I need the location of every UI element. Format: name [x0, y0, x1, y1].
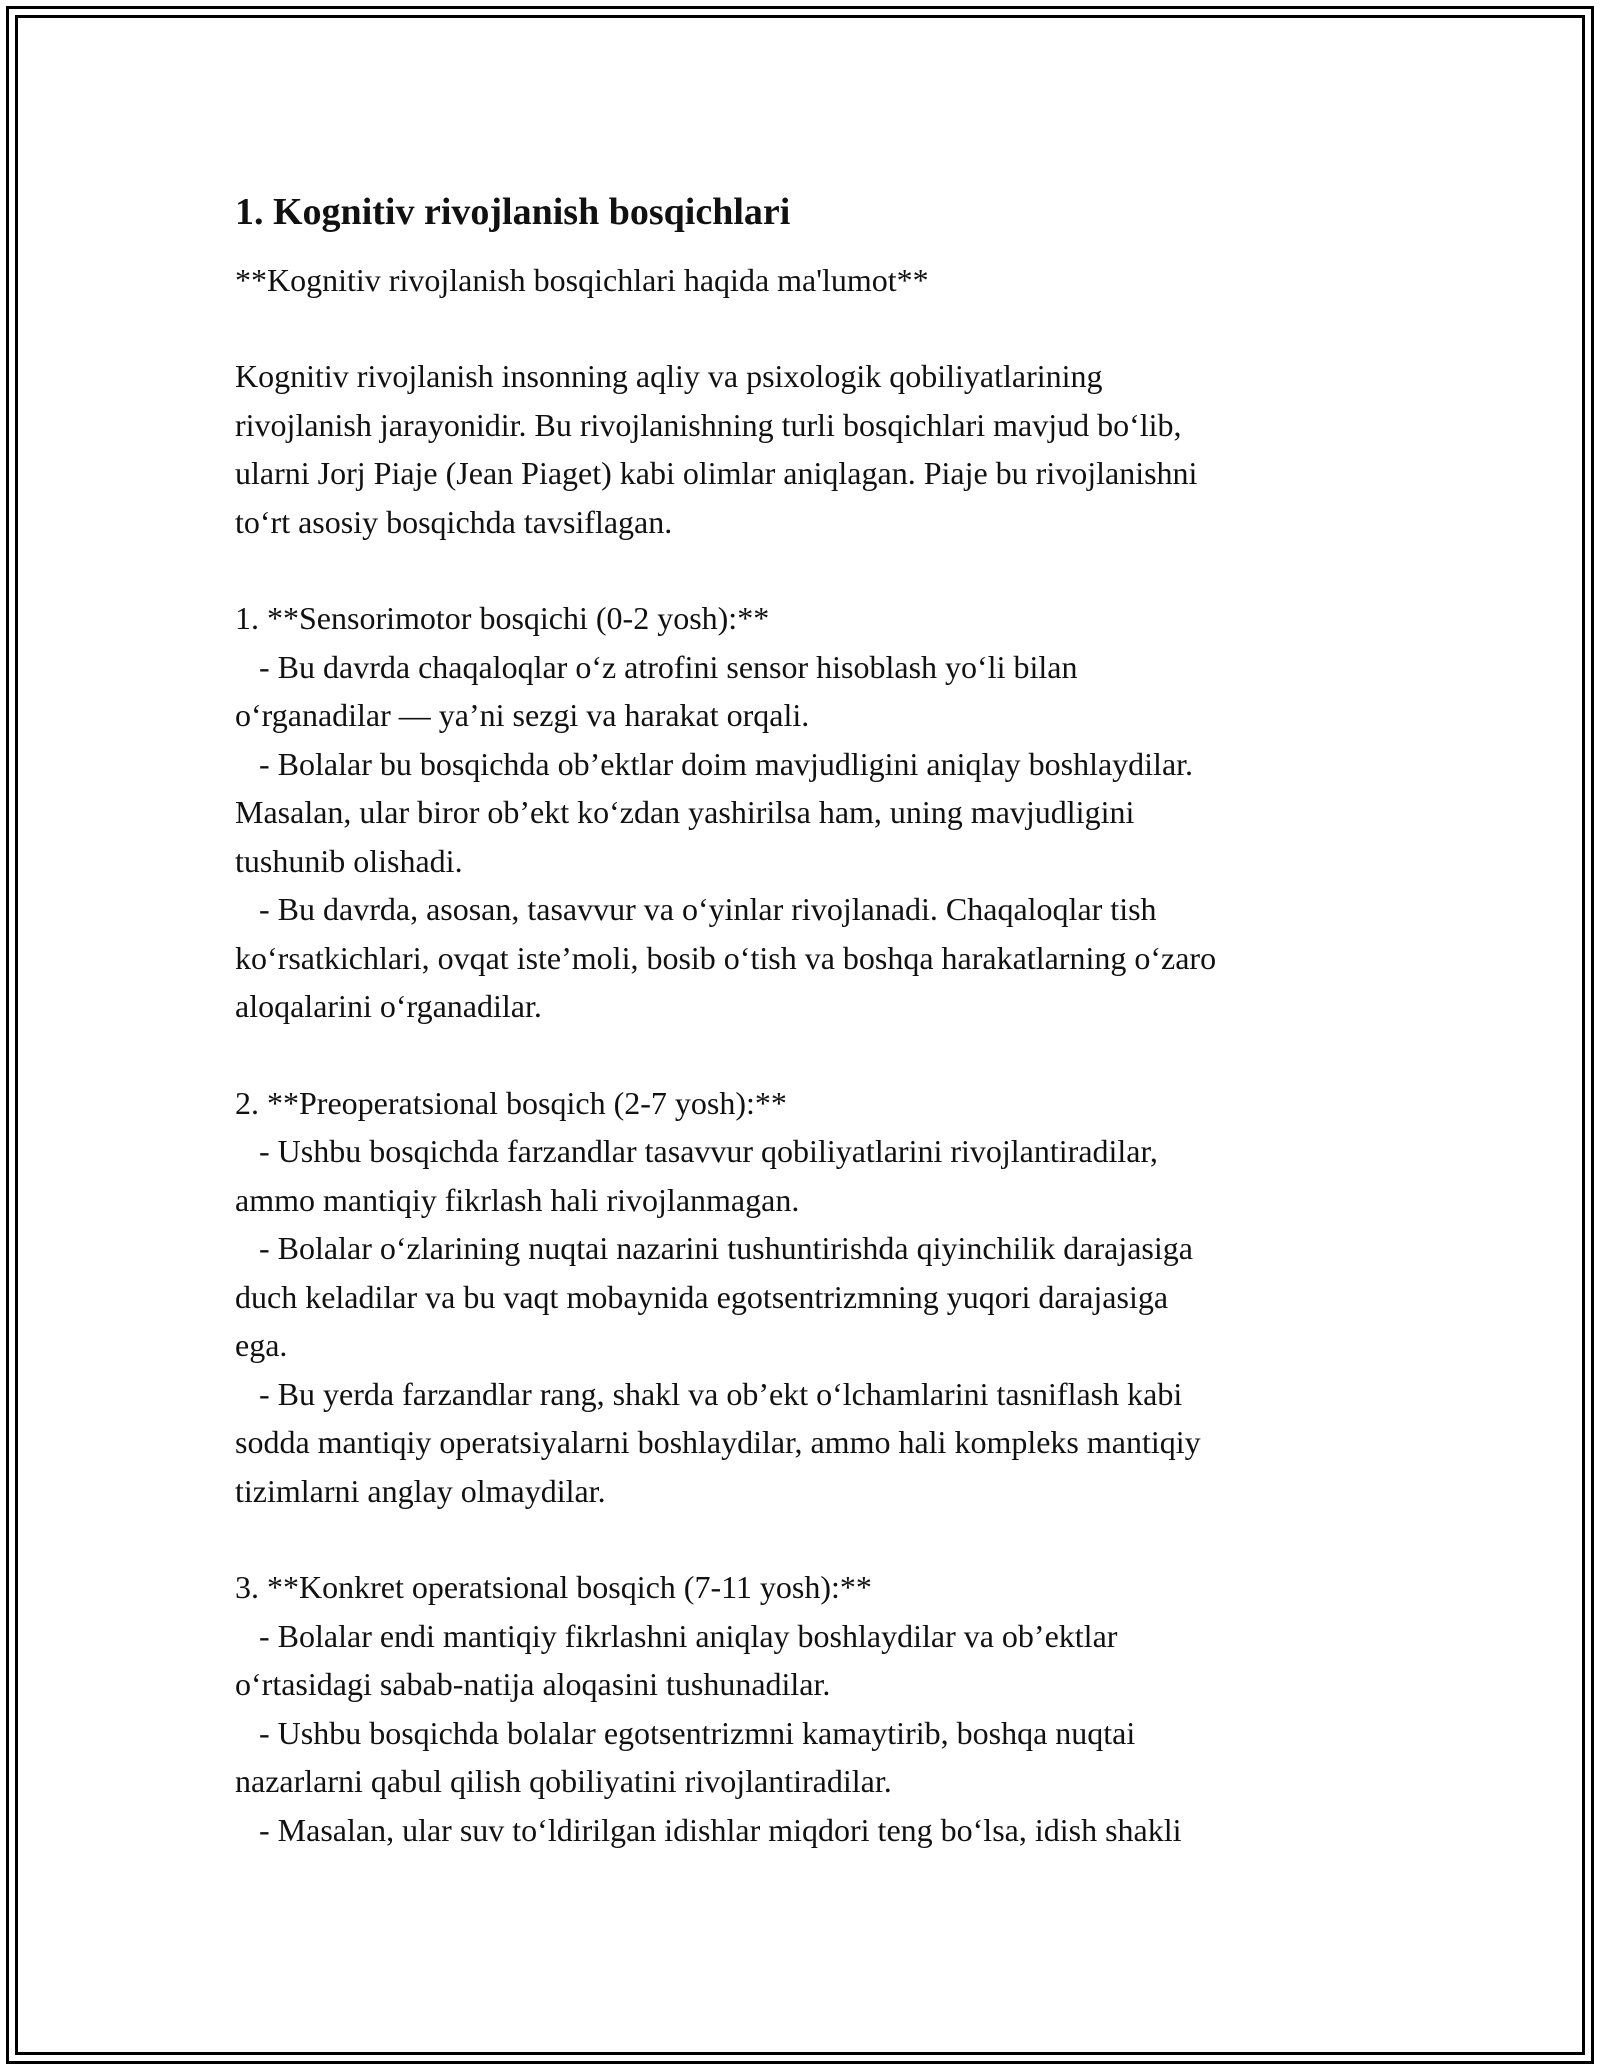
- text-line: tushunib olishadi.: [235, 842, 463, 879]
- stage-title: 3. **Konkret operatsional bosqich (7-11 yosh):**: [235, 1569, 872, 1605]
- text-line: aloqalarini o‘rganadilar.: [235, 988, 542, 1024]
- text-line: ularni Jorj Piaje (Jean Piaget) kabi olimlar aniqlagan. Piaje bu rivojlanishni: [235, 455, 1198, 491]
- text-line: Kognitiv rivojlanish insonning aqliy va psixologik qobiliyatlarining: [235, 358, 1103, 394]
- stage-title: 2. **Preoperatsional bosqich (2-7 yosh):**: [235, 1084, 787, 1121]
- text-line: - Ushbu bosqichda bolalar egotsentrizmni kamaytirib, boshqa nuqtai: [235, 1714, 1136, 1751]
- text-line: - Bu davrda, asosan, tasavvur va o‘yinlar rivojlanadi. Chaqaloqlar tish: [235, 891, 1157, 927]
- section-heading: 1. Kognitiv rivojlanish bosqichlari: [235, 191, 791, 233]
- text-line: rivojlanish jarayonidir. Bu rivojlanishning turli bosqichlari mavjud bo‘lib,: [235, 406, 1182, 443]
- stage-preoperational: [235, 1079, 1375, 1516]
- text-line: nazarlarni qabul qilish qobiliyatini rivojlantiradilar.: [235, 1763, 892, 1799]
- text-line: ega.: [235, 1327, 288, 1363]
- text-line: - Masalan, ular suv to‘ldirilgan idishlar miqdori teng bo‘lsa, idish shakli: [235, 1811, 1182, 1848]
- stage-concrete-operational: [235, 1563, 1375, 1854]
- text-line: o‘rganadilar — ya’ni sezgi va harakat orqali.: [235, 697, 810, 733]
- text-line: o‘rtasidagi sabab-natija aloqasini tushunadilar.: [235, 1666, 831, 1702]
- text-line: - Bu yerda farzandlar rang, shakl va ob’ekt o‘lchamlarini tasniflash kabi: [235, 1375, 1183, 1412]
- text-line: sodda mantiqiy operatsiyalarni boshlaydilar, ammo hali kompleks mantiqiy: [235, 1424, 1201, 1460]
- document-body: [235, 186, 1375, 1854]
- text-line: - Bolalar bu bosqichda ob’ektlar doim mavjudligini aniqlay boshlaydilar.: [235, 745, 1194, 782]
- text-line: duch keladilar va bu vaqt mobaynida egotsentrizmning yuqori darajasiga: [235, 1278, 1169, 1315]
- stage-sensorimotor: [235, 594, 1375, 1031]
- text-line: ammo mantiqiy fikrlash hali rivojlanmagan.: [235, 1181, 800, 1218]
- text-line: - Bolalar o‘zlarining nuqtai nazarini tushuntirishda qiyinchilik darajasiga: [235, 1230, 1193, 1266]
- document-subtitle: **Kognitiv rivojlanish bosqichlari haqida ma'lumot**: [235, 262, 929, 298]
- text-line: - Bu davrda chaqaloqlar o‘z atrofini sensor hisoblash yo‘li bilan: [235, 648, 1078, 685]
- text-line: ko‘rsatkichlari, ovqat iste’moli, bosib o‘tish va boshqa harakatlarning o‘zaro: [235, 939, 1217, 976]
- stage-title: 1. **Sensorimotor bosqichi (0-2 yosh):**: [235, 600, 770, 636]
- intro-paragraph: [235, 352, 1375, 546]
- text-line: tizimlarni anglay olmaydilar.: [235, 1472, 606, 1509]
- text-line: to‘rt asosiy bosqichda tavsiflagan.: [235, 503, 673, 540]
- text-line: Masalan, ular biror ob’ekt ko‘zdan yashirilsa ham, uning mavjudligini: [235, 794, 1135, 830]
- text-line: - Ushbu bosqichda farzandlar tasavvur qobiliyatlarini rivojlantiradilar,: [235, 1133, 1158, 1169]
- text-line: - Bolalar endi mantiqiy fikrlashni aniqlay boshlaydilar va ob’ektlar: [235, 1617, 1118, 1654]
